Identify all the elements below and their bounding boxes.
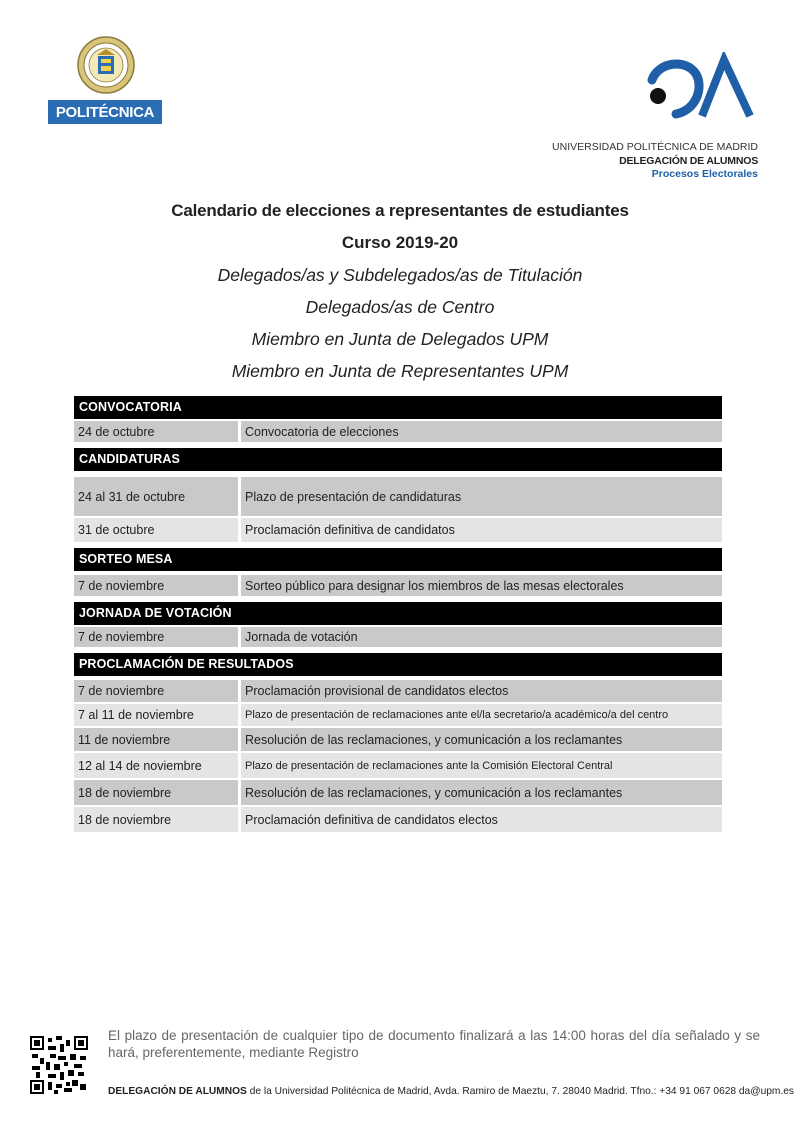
row-description: Convocatoria de elecciones	[241, 421, 722, 442]
schedule-row	[74, 575, 722, 596]
schedule-row	[74, 780, 722, 805]
row-date: 24 al 31 de octubre	[74, 477, 238, 516]
submission-note: El plazo de presentación de cualquier tipo de documento finalizará a las 14:00 horas del día señalado y se hará, preferentemente, mediante Registro	[108, 1028, 760, 1060]
schedule-row	[74, 753, 722, 778]
row-description: Proclamación definitiva de candidatos electos	[241, 807, 722, 832]
election-schedule	[74, 396, 722, 832]
upm-logo	[48, 36, 162, 124]
schedule-row	[74, 627, 722, 647]
qr-code-icon	[30, 1036, 88, 1094]
footer-address	[108, 1086, 794, 1097]
section-header-sorteo-mesa: SORTEO MESA	[74, 548, 722, 571]
section-header-jornada-votacion: JORNADA DE VOTACIÓN	[74, 602, 722, 625]
subtitle-line: Miembro en Junta de Representantes UPM	[231, 361, 569, 381]
schedule-row	[74, 518, 722, 542]
row-description: Plazo de presentación de reclamaciones ante la Comisión Electoral Central	[241, 753, 722, 778]
row-description: Sorteo público para designar los miembros de las mesas electorales	[241, 575, 722, 596]
row-date: 7 de noviembre	[74, 627, 238, 647]
schedule-row	[74, 680, 722, 702]
row-description: Resolución de las reclamaciones, y comunicación a los reclamantes	[241, 728, 722, 751]
section-header-proclamacion-resultados: PROCLAMACIÓN DE RESULTADOS	[74, 653, 722, 676]
schedule-row	[74, 704, 722, 726]
row-date: 31 de octubre	[74, 518, 238, 542]
footer-address-org: DELEGACIÓN DE ALUMNOS	[108, 1086, 247, 1097]
row-description: Proclamación provisional de candidatos electos	[241, 680, 722, 702]
course-label: Curso 2019-20	[341, 233, 459, 252]
row-description: Plazo de presentación de reclamaciones ante el/la secretario/a académico/a del centro	[241, 704, 722, 726]
row-description: Jornada de votación	[241, 627, 722, 647]
row-date: 12 al 14 de noviembre	[74, 753, 238, 778]
schedule-row	[74, 421, 722, 442]
schedule-row	[74, 477, 722, 516]
delegation-name: DELEGACIÓN DE ALUMNOS	[619, 154, 758, 167]
subtitle-line: Miembro en Junta de Delegados UPM	[251, 329, 549, 349]
row-date: 7 de noviembre	[74, 575, 238, 596]
subtitle-line: Delegados/as de Centro	[305, 297, 495, 317]
delegation-header-text	[552, 141, 758, 182]
subtitle-line: Delegados/as y Subdelegados/as de Titulación	[217, 265, 583, 285]
delegacion-alumnos-logo-icon	[638, 52, 758, 124]
section-header-candidaturas: CANDIDATURAS	[74, 448, 722, 471]
row-description: Resolución de las reclamaciones, y comunicación a los reclamantes	[241, 780, 722, 805]
row-description: Proclamación definitiva de candidatos	[241, 518, 722, 542]
row-date: 24 de octubre	[74, 421, 238, 442]
university-seal-icon	[77, 36, 135, 94]
schedule-row	[74, 807, 722, 832]
row-date: 11 de noviembre	[74, 728, 238, 751]
row-date: 7 de noviembre	[74, 680, 238, 702]
row-description: Plazo de presentación de candidaturas	[241, 477, 722, 516]
title-block	[0, 195, 800, 387]
section-header-convocatoria: CONVOCATORIA	[74, 396, 722, 419]
footer-address-details: de la Universidad Politécnica de Madrid, Avda. Ramiro de Maeztu, 7. 28040 Madrid. Tfno.: +34 91 067 0628 da@upm.es	[246, 1086, 794, 1097]
process-name: Procesos Electorales	[651, 168, 758, 180]
upm-wordmark: POLITÉCNICA	[48, 100, 162, 124]
row-date: 18 de noviembre	[74, 807, 238, 832]
row-date: 7 al 11 de noviembre	[74, 704, 238, 726]
row-date: 18 de noviembre	[74, 780, 238, 805]
university-name: UNIVERSIDAD POLITÉCNICA DE MADRID	[552, 141, 758, 153]
schedule-row	[74, 728, 722, 751]
page-title: Calendario de elecciones a representantes de estudiantes	[171, 201, 629, 220]
